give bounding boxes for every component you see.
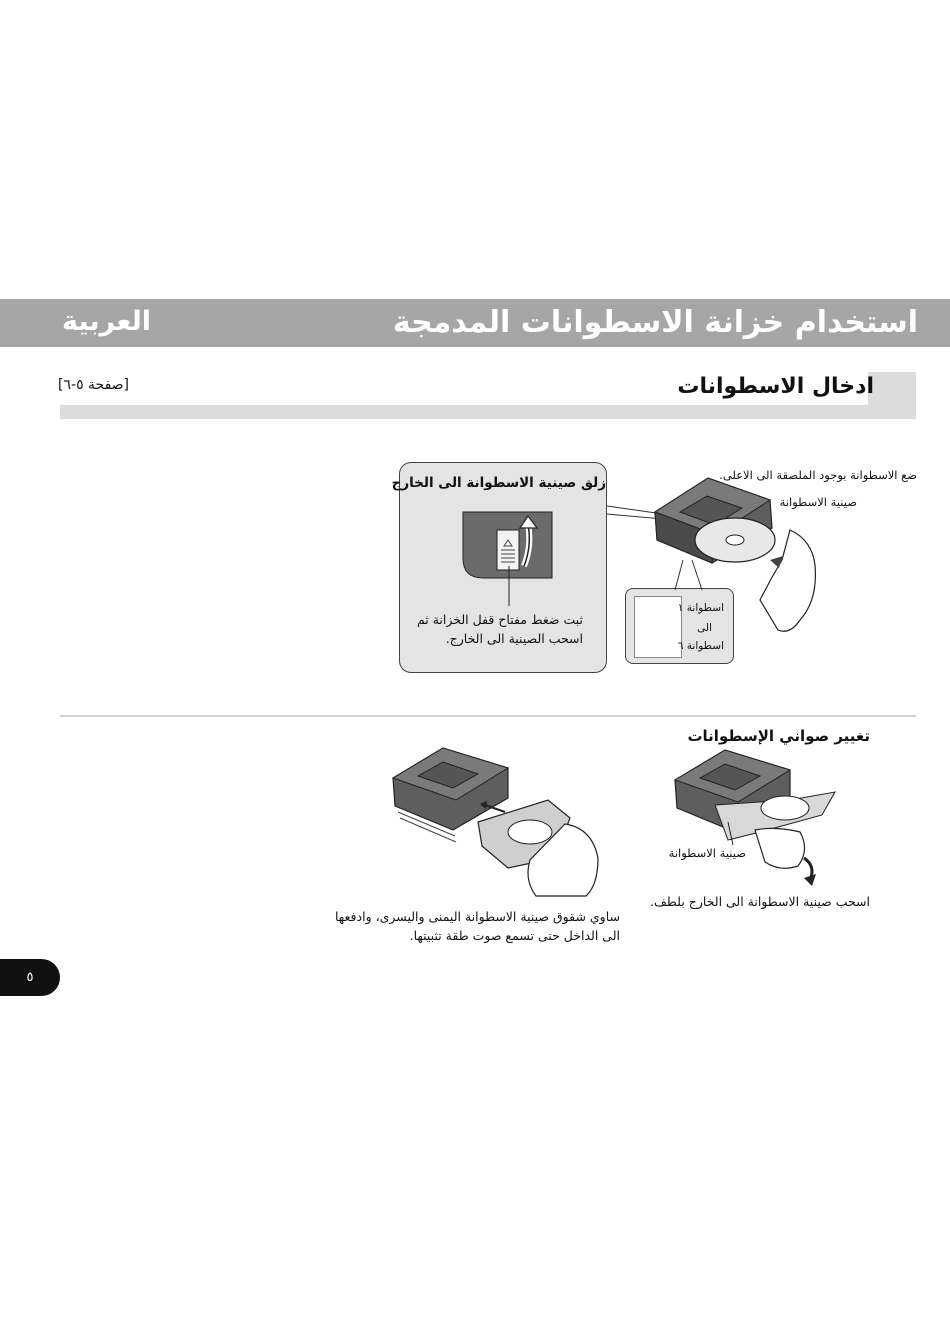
callout-title: زلق صينية الاسطوانة الى الخارج [391, 475, 606, 491]
callout-caption-line2: اسحب الصينية الى الخارج. [445, 631, 583, 646]
page-number: ٥ [0, 959, 60, 996]
callout-caption-line1: ثبت ضغط مفتاح قفل الخزانة ثم [416, 612, 583, 627]
pull-out-caption: اسحب صينية الاسطوانة الى الخارج بلطف. [650, 894, 870, 909]
tray-pull-illustration [675, 750, 835, 886]
page-title: استخدام خزانة الاسطوانات المدمجة [392, 305, 918, 340]
tray-label: صينية الاسطوانة [668, 846, 746, 860]
slot-label-6: اسطوانة ٦ [677, 640, 724, 652]
place-disc-label: ضع الاسطوانة بوجود الملصقة الى الاعلى. [719, 468, 917, 482]
slot-label-1: اسطوانة ١ [677, 602, 724, 614]
subsection-title: تغيير صواني الإسطوانات [687, 727, 870, 745]
tray-insert-illustration [393, 748, 598, 896]
page-reference: [صفحة ٥-٦] [58, 377, 130, 393]
lock-switch-illustration [463, 512, 552, 606]
section-title: ادخال الاسطوانات [677, 374, 874, 399]
insert-caption-line2: الى الداخل حتى تسمع صوت طقة تثبيتها. [409, 928, 620, 943]
section-divider [60, 715, 916, 717]
disc-tray-label: صينية الاسطوانة [779, 495, 857, 509]
language-label: العربية [62, 306, 151, 337]
insert-caption-line1: ساوي شقوق صينية الاسطوانة اليمنى واليسرى، وادفعها [334, 909, 620, 924]
slot-label-to: الى [697, 622, 712, 634]
